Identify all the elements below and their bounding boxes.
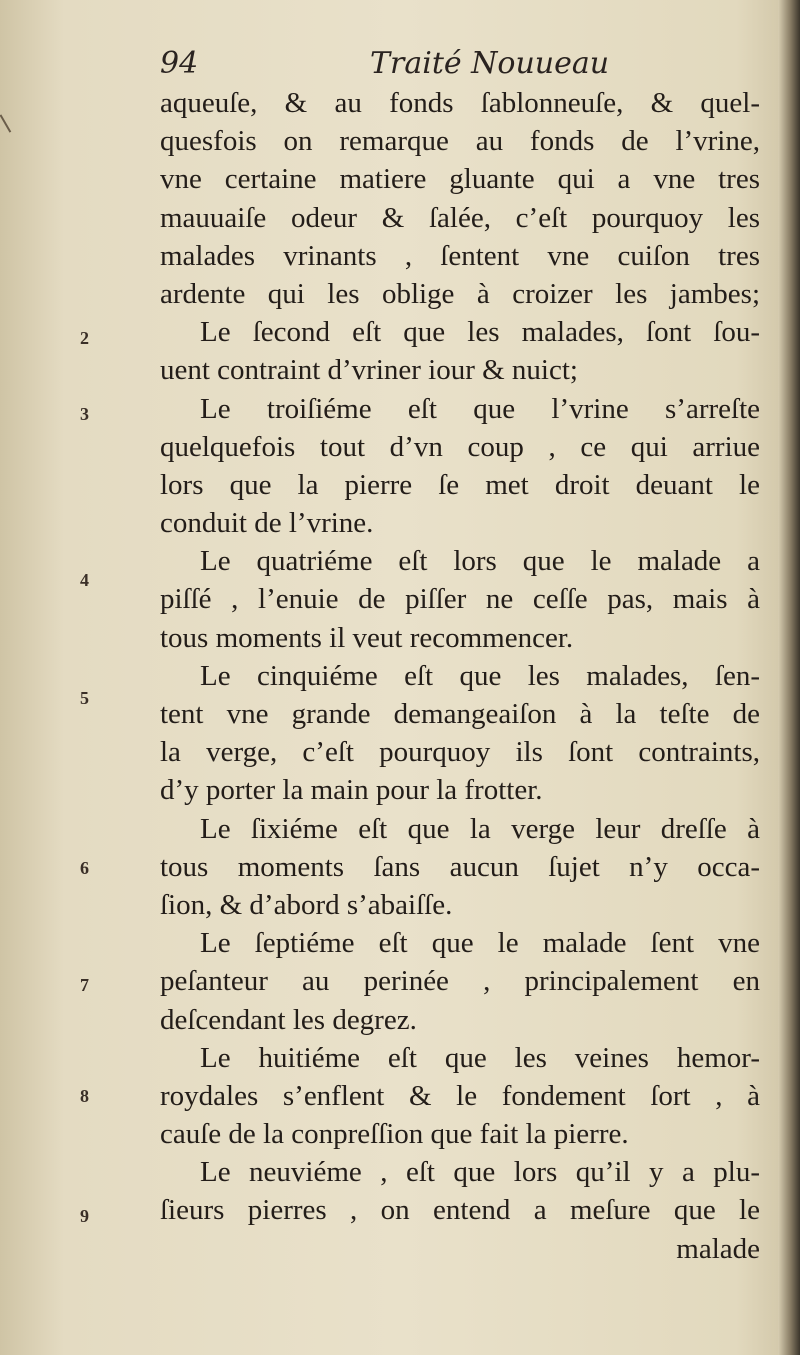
text-line: tous moments il veut recommencer. bbox=[160, 621, 574, 654]
page-number: 94 bbox=[160, 46, 199, 81]
margin-number: 8 bbox=[80, 1086, 89, 1106]
text-line: tous moments ſans aucun ſujet n’y occa- bbox=[160, 850, 760, 883]
text-line: malades vrinants , ſentent vne cuiſon tres bbox=[160, 239, 760, 272]
text-line: Le quatriéme eſt lors que le malade a bbox=[200, 545, 760, 578]
text-line: Le ſecond eſt que les malades, ſont ſou- bbox=[200, 316, 760, 349]
text-line: uent contraint d’vriner iour & nuict; bbox=[160, 354, 578, 387]
text-line: Le neuviéme , eſt que lors qu’il y a plu- bbox=[200, 1156, 760, 1189]
margin-number: 7 bbox=[80, 975, 89, 995]
running-title: Traité Nouueau bbox=[370, 46, 610, 81]
text-line: mauuaiſe odeur & ſalée, c’eſt pourquoy les bbox=[160, 201, 760, 234]
text-line: ardente qui les oblige à croizer les jambes; bbox=[160, 277, 760, 310]
margin-number: 3 bbox=[80, 404, 89, 424]
page-edge-mark bbox=[0, 111, 16, 132]
margin-number: 5 bbox=[80, 688, 89, 708]
text-line: cauſe de la conpreſſion que fait la pierre. bbox=[160, 1118, 629, 1151]
text-line: deſcendant les degrez. bbox=[160, 1003, 417, 1036]
text-line: roydales s’enflent & le fondement ſort , à bbox=[160, 1079, 760, 1112]
text-line: ſieurs pierres , on entend a meſure que le bbox=[160, 1194, 760, 1227]
catchword: malade bbox=[676, 1232, 760, 1265]
margin-number: 6 bbox=[80, 858, 89, 878]
page-header bbox=[160, 46, 760, 86]
text-line: vne certaine matiere gluante qui a vne tres bbox=[160, 163, 760, 196]
body-text bbox=[160, 84, 760, 1268]
text-line: Le ſeptiéme eſt que le malade ſent vne bbox=[200, 927, 760, 960]
text-line: quesfois on remarque au fonds de l’vrine, bbox=[160, 125, 760, 158]
text-line: tent vne grande demangeaiſon à la teſte de bbox=[160, 698, 760, 730]
text-line: Le huitiéme eſt que les veines hemor- bbox=[200, 1041, 760, 1074]
text-line: Le troiſiéme eſt que l’vrine s’arreſte bbox=[200, 392, 760, 425]
book-spine-shadow bbox=[778, 0, 800, 1355]
text-line: aqueuſe, & au fonds ſablonneuſe, & quel- bbox=[160, 87, 760, 119]
text-line: Le cinquiéme eſt que les malades, ſen- bbox=[200, 659, 760, 692]
margin-number: 2 bbox=[80, 328, 89, 348]
text-line: la verge, c’eſt pourquoy ils ſont contraints, bbox=[160, 736, 760, 769]
text-line: lors que la pierre ſe met droit deuant le bbox=[160, 468, 760, 501]
text-line: peſanteur au perinée , principalement en bbox=[160, 965, 760, 998]
margin-number: 4 bbox=[80, 570, 89, 590]
text-line: piſſé , l’enuie de piſſer ne ceſſe pas, mais à bbox=[160, 583, 760, 616]
text-line: quelquefois tout d’vn coup , ce qui arriue bbox=[160, 430, 760, 463]
margin-number: 9 bbox=[80, 1206, 89, 1226]
text-line: Le ſixiéme eſt que la verge leur dreſſe à bbox=[200, 812, 760, 845]
text-line: conduit de l’vrine. bbox=[160, 507, 374, 540]
text-line: ſion, & d’abord s’abaiſſe. bbox=[160, 888, 453, 921]
text-line: d’y porter la main pour la frotter. bbox=[160, 774, 543, 807]
